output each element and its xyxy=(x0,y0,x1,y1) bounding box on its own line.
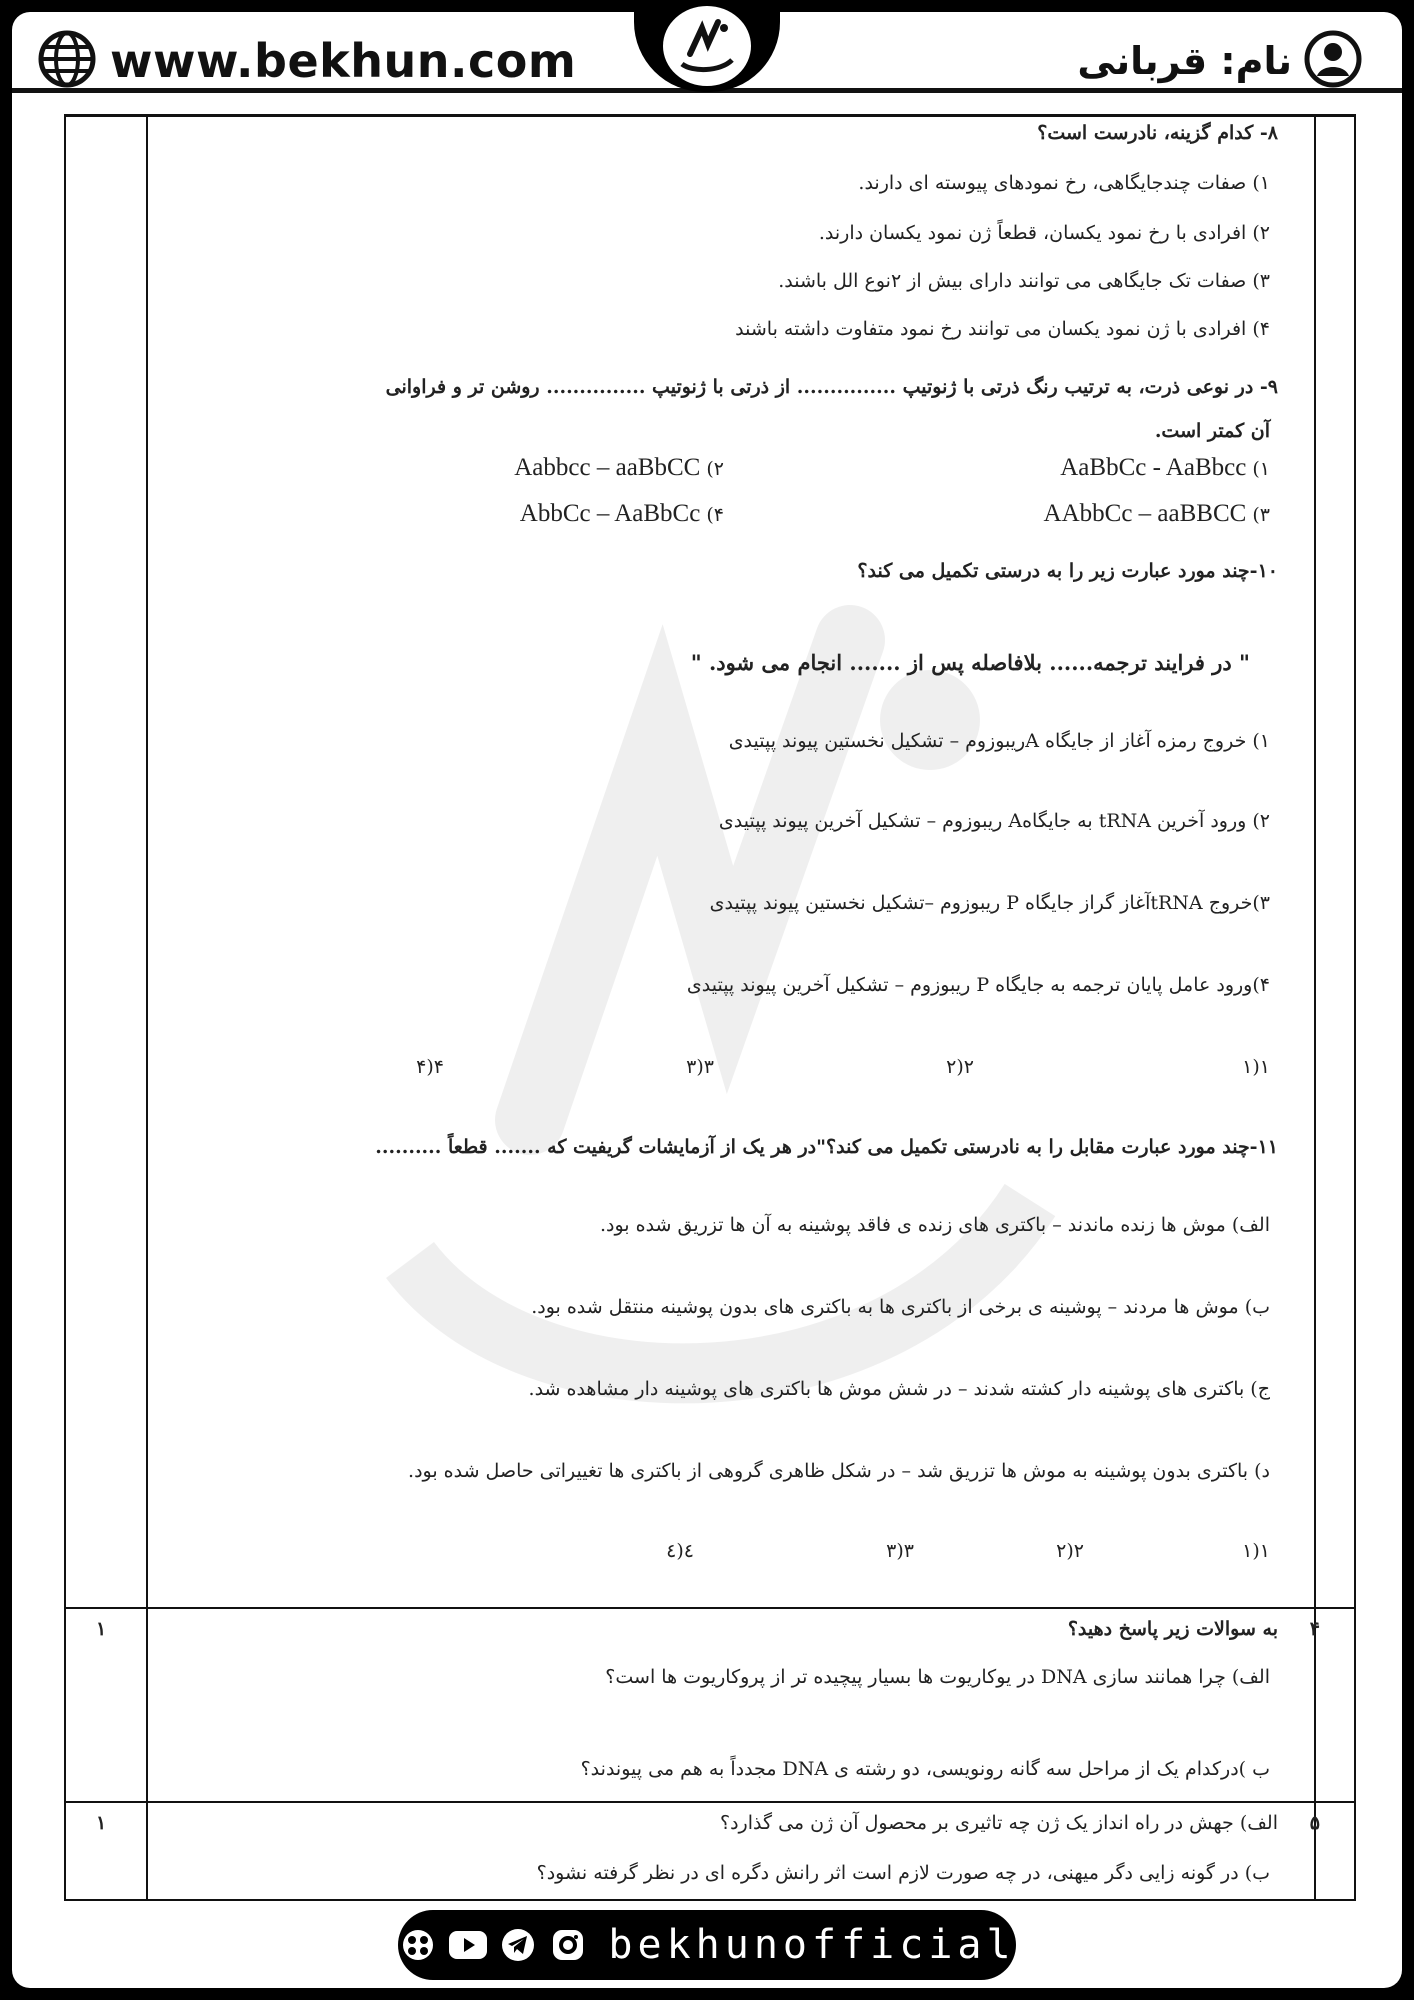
q10-answer-3: ۳(۳ xyxy=(686,1056,714,1078)
row-divider-q5 xyxy=(66,1801,1354,1803)
q4-part-a: الف) چرا همانند سازی DNA در یوکاریوت ها بسیار پیچیده تر از پروکاریوت ها است؟ xyxy=(605,1666,1270,1688)
q10-option-3: ۳)خروج tRNAآغاز گراز جایگاه P ریبوزوم –تشکیل نخستین پیوند پپتیدی xyxy=(709,892,1270,914)
footer-handle[interactable]: bekhunofficial xyxy=(608,1922,1016,1968)
site-url: www.bekhun.com xyxy=(110,34,577,88)
bekhun-logo xyxy=(663,6,751,86)
q11-option-a: الف) موش ها زنده ماندند – باکتری های زنده ی فاقد پوشینه به آن ها تزریق شده بود. xyxy=(599,1214,1270,1236)
name-label: نام: قربانی xyxy=(1077,39,1292,83)
q5-part-a: الف) جهش در راه انداز یک ژن چه تاثیری بر محصول آن ژن می گذارد؟ xyxy=(720,1812,1278,1834)
q4-number: ۴ xyxy=(1309,1618,1320,1640)
user-icon xyxy=(1304,30,1362,92)
q11-option-d: د) باکتری بدون پوشینه به موش ها تزریق شد – در شکل ظاهری گروهی از باکتری ها تغییراتی حاصل شده بود. xyxy=(408,1460,1270,1482)
q11-answer-4: ٤(٤ xyxy=(666,1540,694,1562)
q11-option-b: ب) موش ها مردند – پوشینه ی برخی از باکتری ها به باکتری های بدون پوشینه منتقل شده بود. xyxy=(531,1296,1270,1318)
q10-title: ۱۰-چند مورد عبارت زیر را به درستی تکمیل می کند؟ xyxy=(857,560,1278,582)
q11-answer-1: ۱(۱ xyxy=(1242,1540,1270,1562)
q10-quote: " در فرایند ترجمه...... بلافاصله پس از ....... انجام می شود. " xyxy=(690,650,1250,675)
q9-option-4: ۴) AbbCc – AaBbCc xyxy=(519,500,724,527)
q11-title: ۱۱-چند مورد عبارت مقابل را به نادرستی تکمیل می کند؟"در هر یک از آزمایشات گریفیت که ....... قطعاً .......... xyxy=(375,1136,1278,1158)
globe-icon xyxy=(38,30,96,92)
q8-title: ۸- کدام گزینه، نادرست است؟ xyxy=(1037,122,1278,144)
column-divider-left xyxy=(146,117,148,1899)
q8-option-1: ۱) صفات چندجایگاهی، رخ نمودهای پیوسته ای دارند. xyxy=(858,172,1270,194)
q10-answer-4: ۴(۴ xyxy=(416,1056,444,1078)
q10-option-2: ۲) ورود آخرین tRNA به جایگاهA ریبوزوم – تشکیل آخرین پیوند پپتیدی xyxy=(718,810,1270,832)
q11-option-c: ج) باکتری های پوشینه دار کشته شدند – در شش موش ها باکتری های پوشینه دار مشاهده شد. xyxy=(528,1378,1270,1400)
q11-answer-3: ۳(۳ xyxy=(886,1540,914,1562)
student-name xyxy=(1077,32,1362,90)
q4-title: به سوالات زیر پاسخ دهید؟ xyxy=(1067,1618,1278,1640)
row-divider-q4 xyxy=(66,1607,1354,1609)
q10-answer-1: ۱(۱ xyxy=(1242,1056,1270,1078)
q5-number: ۵ xyxy=(1309,1812,1320,1834)
instagram-icon[interactable] xyxy=(548,1925,588,1965)
q8-option-2: ۲) افرادی با رخ نمود یکسان، قطعاً ژن نمود یکسان دارند. xyxy=(818,222,1270,244)
youtube-icon[interactable] xyxy=(448,1925,488,1965)
q9-option-1: ۱) AaBbCc - AaBbcc xyxy=(1060,454,1270,481)
q4-part-b: ب )درکدام یک از مراحل سه گانه رونویسی، دو رشته ی DNA مجدداً به هم می پیوندند؟ xyxy=(580,1758,1270,1780)
q8-option-4: ۴) افرادی با ژن نمود یکسان می توانند رخ نمود متفاوت داشته باشند xyxy=(735,318,1270,340)
q4-score: ۱ xyxy=(96,1618,107,1640)
q10-answer-2: ۲(۲ xyxy=(946,1056,974,1078)
footer-social-bar xyxy=(398,1910,1016,1980)
q10-option-4: ۴)ورود عامل پایان ترجمه به جایگاه P ریبوزوم – تشکیل آخرین پیوند پپتیدی xyxy=(686,974,1270,996)
site-link[interactable] xyxy=(38,32,576,90)
telegram-icon[interactable] xyxy=(498,1925,538,1965)
q5-part-b: ب) در گونه زایی دگر میهنی، در چه صورت لازم است اثر رانش دگره ای در نظر گرفته نشود؟ xyxy=(536,1862,1270,1884)
q11-answer-2: ۲(۲ xyxy=(1056,1540,1084,1562)
q5-score: ۱ xyxy=(96,1812,107,1834)
q8-option-3: ۳) صفات تک جایگاهی می توانند دارای بیش از ۲نوع الل باشند. xyxy=(778,270,1270,292)
q9-title-line2: آن کمتر است. xyxy=(1154,420,1270,442)
q9-option-2: ۲) Aabbcc – aaBbCC xyxy=(514,454,724,481)
aparat-icon[interactable] xyxy=(398,1925,438,1965)
q9-option-3: ۳) AAbbCc – aaBBCC xyxy=(1043,500,1270,527)
q9-title-line1: ۹- در نوعی ذرت، به ترتیب رنگ ذرتی با ژنوتیپ ............... از ذرتی با ژنوتیپ ............... روشن تر و فراوانی xyxy=(385,376,1278,398)
q10-option-1: ۱) خروج رمزه آغاز از جایگاه Aریبوزوم – تشکیل نخستین پیوند پپتیدی xyxy=(728,730,1270,752)
